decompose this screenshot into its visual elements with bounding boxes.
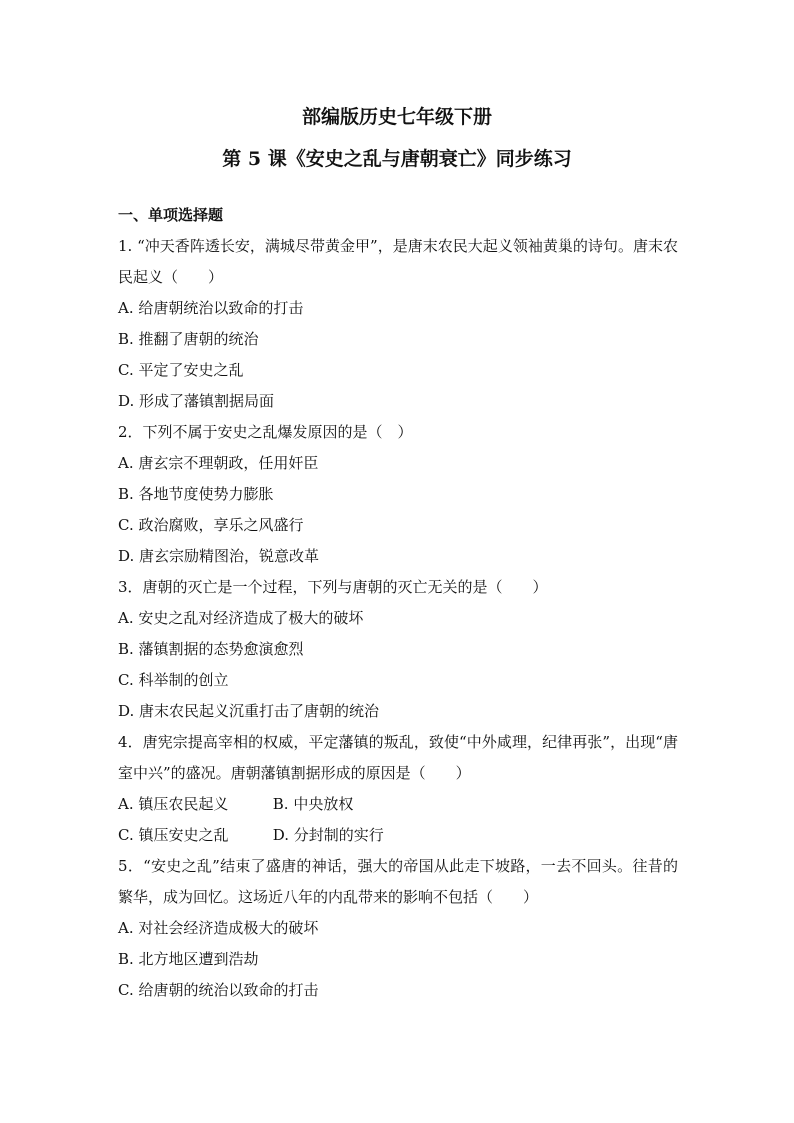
question-3-option-d: D. 唐末农民起义沉重打击了唐朝的统治 [118,702,380,720]
question-2-option-d: D. 唐玄宗励精图治，锐意改革 [118,547,320,565]
question-4-option-c: C. 镇压安史之乱 [118,826,229,844]
question-5-option-b: B. 北方地区遭到浩劫 [118,950,259,968]
question-2-option-b: B. 各地节度使势力膨胀 [118,485,274,503]
document-title: 部编版历史七年级下册 [301,106,492,128]
question-1-option-a: A. 给唐朝统治以致命的打击 [118,299,304,317]
question-2-option-c: C. 政治腐败，享乐之风盛行 [118,516,304,534]
question-2-stem: 2．下列不属于安史之乱爆发原因的是（ ） [118,423,413,441]
question-4-options-row-1 [118,789,678,820]
question-1-option-c: C. 平定了安史之乱 [118,361,244,379]
question-4-stem: 4．唐宪宗提高宰相的权威，平定藩镇的叛乱，致使“中外咸理，纪律再张”，出现“唐室中兴”的盛况。唐朝藩镇割据形成的原因是（ ） [118,733,678,782]
section-title: 一、单项选择题 [118,206,224,224]
question-5-option-c: C. 给唐朝的统治以致命的打击 [118,981,319,999]
question-4-options-row-2 [118,820,678,851]
question-1-stem: 1. “冲天香阵透长安，满城尽带黄金甲”，是唐末农民大起义领袖黄巢的诗句。唐末农民起义（ ） [118,237,678,286]
question-5-stem: 5．“安史之乱”结束了盛唐的神话，强大的帝国从此走下坡路，一去不回头。往昔的繁华，成为回忆。这场近八年的内乱带来的影响不包括（ ） [118,857,678,906]
document-content [118,200,678,1006]
question-4-option-d: D. 分封制的实行 [272,826,384,844]
question-1-option-b: B. 推翻了唐朝的统治 [118,330,259,348]
question-1-option-d: D. 形成了藩镇割据局面 [118,392,275,410]
question-3-stem: 3．唐朝的灭亡是一个过程，下列与唐朝的灭亡无关的是（ ） [118,578,548,596]
question-3-option-a: A. 安史之乱对经济造成了极大的破坏 [118,609,364,627]
question-4-option-b: B. 中央放权 [272,795,354,813]
question-3-option-c: C. 科举制的创立 [118,671,229,689]
document-subtitle: 第 5 课《安史之乱与唐朝衰亡》同步练习 [222,148,572,170]
question-4-option-a: A. 镇压农民起义 [118,795,229,813]
question-2-option-a: A. 唐玄宗不理朝政，任用奸臣 [118,454,319,472]
question-3-option-b: B. 藩镇割据的态势愈演愈烈 [118,640,304,658]
question-5-option-a: A. 对社会经济造成极大的破坏 [118,919,319,937]
